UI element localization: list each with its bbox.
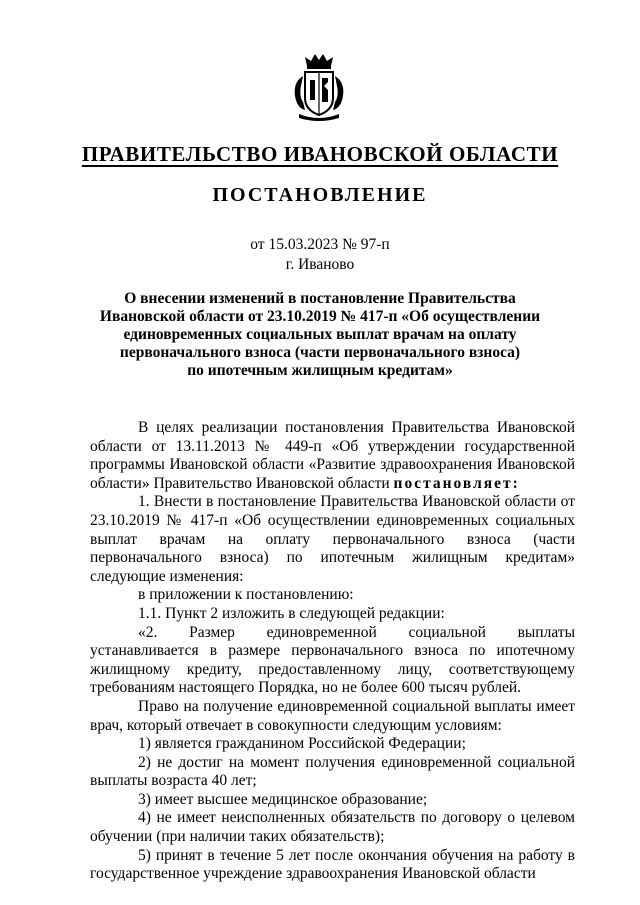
document-city: г. Иваново xyxy=(285,256,355,273)
body-paragraph: 1) является гражданином Российской Федерации; xyxy=(138,735,466,753)
body-paragraph: в приложении к постановлению: xyxy=(138,586,354,604)
intro-text: В целях реализации постановления Правительства Ивановской области от 13.11.2013 № 449-п «Об утверждении государственной программы Ивановской области «Развитие здравоохранения Ивановской области» Правительство Ивановской области xyxy=(90,419,575,492)
body-paragraph: «2. Размер единовременной социальной выплаты устанавливается в размере первоначального взноса по ипотечному жилищному кредиту, предоставленному лицу, соответствующему требованиям настоящего Порядка, но не более 600 тысяч рублей. xyxy=(90,623,575,697)
document-body xyxy=(90,419,575,884)
heading-line: Ивановской области от 23.10.2019 № 417-п «Об осуществлении xyxy=(99,308,541,325)
heading-line: О внесении изменений в постановление Правительства xyxy=(124,290,516,307)
body-paragraph: 5) принят в течение 5 лет после окончания обучения на работу в государственное учреждение здравоохранения Ивановской области xyxy=(90,846,575,883)
heading-line: по ипотечным жилищным кредитам» xyxy=(187,362,453,379)
body-paragraph-intro xyxy=(90,419,575,493)
ivanovo-coat-of-arms-icon xyxy=(291,52,347,122)
decree-colon: : xyxy=(512,474,518,492)
body-paragraph: 1.1. Пункт 2 изложить в следующей редакции: xyxy=(138,604,445,622)
body-paragraph: 2) не достиг на момент получения единовременной социальной выплаты возраста 40 лет; xyxy=(90,753,575,790)
body-paragraph: 1. Внести в постановление Правительства Ивановской области от 23.10.2019 № 417-п «Об осуществлении единовременных социальных выплат врачам на оплату первоначального взноса (части первоначального взноса) по ипотечным жилищным кредитам» следующие изменения: xyxy=(90,493,575,585)
body-paragraph: Право на получение единовременной социальной выплаты имеет врач, который отвечает в совокупности следующим условиям: xyxy=(90,697,575,734)
heading-line: первоначального взноса (части первоначального взноса) xyxy=(119,344,521,361)
document-type: ПОСТАНОВЛЕНИЕ xyxy=(212,184,428,206)
document-heading xyxy=(60,290,580,380)
heading-line: единовременных социальных выплат врачам на оплату xyxy=(123,326,517,343)
decree-word: постановляет xyxy=(393,474,513,492)
body-paragraph: 3) имеет высшее медицинское образование; xyxy=(138,790,428,808)
body-paragraph: 4) не имеет неисполненных обязательств по договору о целевом обучении (при наличии таких обязательств); xyxy=(90,809,575,846)
document-date-number: от 15.03.2023 № 97-п xyxy=(250,236,390,253)
government-title: ПРАВИТЕЛЬСТВО ИВАНОВСКОЙ ОБЛАСТИ xyxy=(81,142,559,166)
